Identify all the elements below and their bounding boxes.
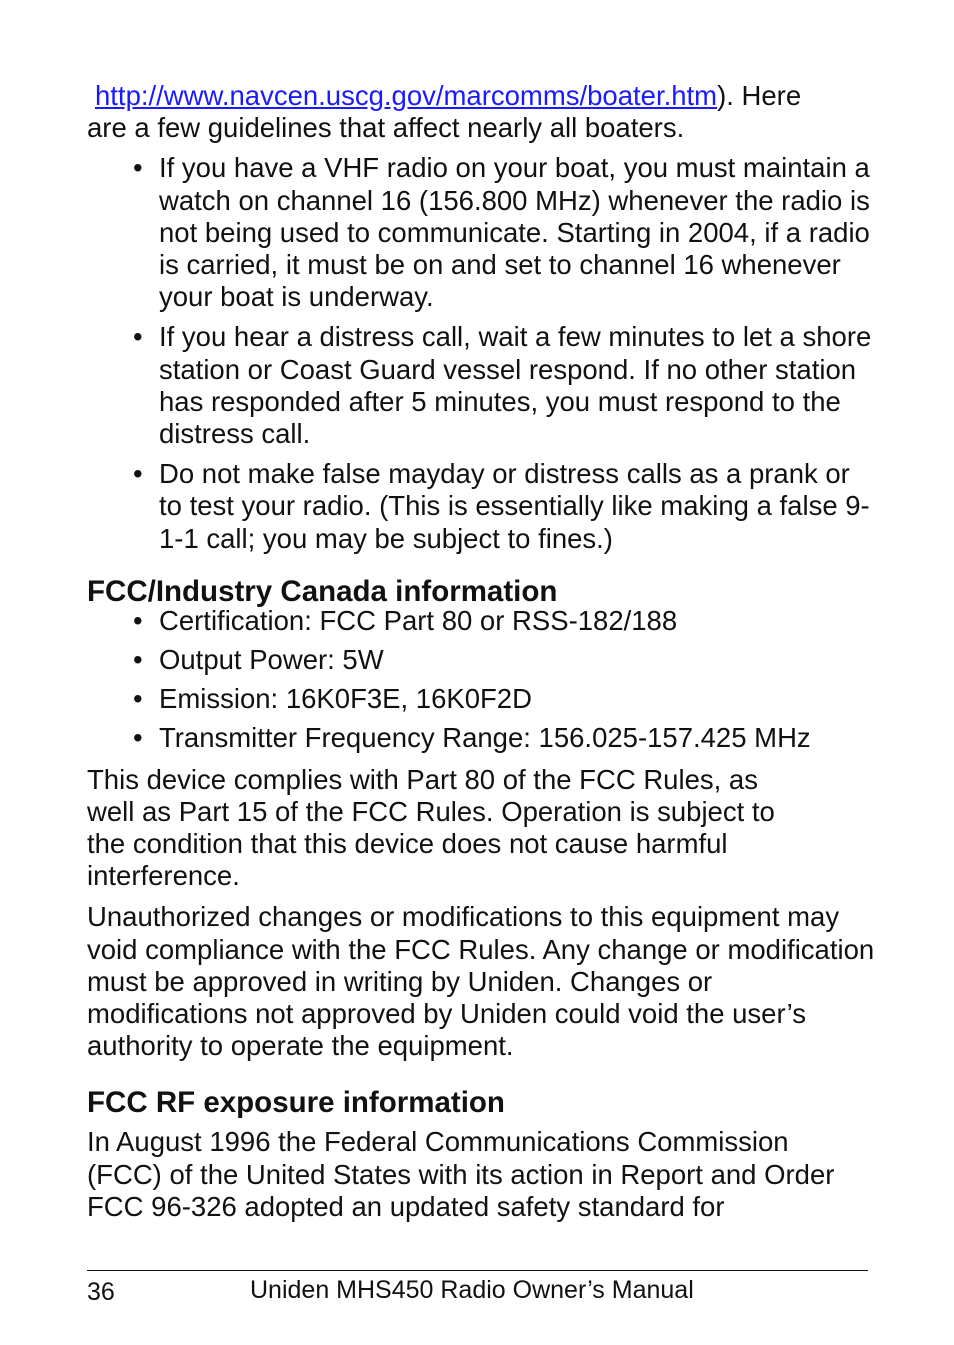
spec-text: Output Power: 5W xyxy=(159,644,384,676)
intro-line-2: are a few guidelines that affect nearly all boaters. xyxy=(87,112,685,144)
spec-text: Emission: 16K0F3E, 16K0F2D xyxy=(159,683,532,715)
list-item xyxy=(87,605,877,637)
bullet-icon: • xyxy=(133,458,143,490)
page-content xyxy=(87,80,877,1223)
guideline-text: Do not make false mayday or distress calls as a prank or to test your radio. (This is essentially like making a false 9-1-1 call; you may be subject to fines.) xyxy=(159,458,870,554)
list-item xyxy=(87,722,877,754)
list-item xyxy=(87,458,877,555)
bullet-icon: • xyxy=(133,644,143,676)
list-item xyxy=(87,644,877,676)
manual-title: Uniden MHS450 Radio Owner’s Manual xyxy=(250,1276,694,1304)
fcc-ic-heading: FCC/Industry Canada information xyxy=(87,574,558,608)
rf-exposure-heading: FCC RF exposure information xyxy=(87,1086,505,1120)
boater-link[interactable]: http://www.navcen.uscg.gov/marcomms/boater.htm xyxy=(95,80,718,111)
bullet-icon: • xyxy=(133,722,143,754)
intro-after-link: ). Here xyxy=(717,80,802,111)
guideline-text: If you hear a distress call, wait a few minutes to let a shore station or Coast Guard vessel respond. If no other station has responded after 5 minutes, you must respond to the distress call. xyxy=(159,321,872,450)
page-number: 36 xyxy=(87,1278,115,1306)
list-item xyxy=(87,683,877,715)
list-item xyxy=(87,152,877,313)
compliance-paragraph: This device complies with Part 80 of the FCC Rules, as well as Part 15 of the FCC Rules. Operation is subject to the condition that this device does not cause harmful interference. xyxy=(87,763,775,892)
guidelines-list xyxy=(87,152,877,554)
guideline-text: If you have a VHF radio on your boat, you must maintain a watch on channel 16 (156.800 MHz) whenever the radio is not being used to communicate. Starting in 2004, if a radio is carried, it must be on and set to channel 16 whenever your boat is underway. xyxy=(159,152,870,313)
intro-paragraph xyxy=(87,80,877,144)
rf-exposure-paragraph: In August 1996 the Federal Communications Commission (FCC) of the United States with its action in Report and Order FCC 96-326 adopted an updated safety standard for xyxy=(87,1126,835,1222)
bullet-icon: • xyxy=(133,321,143,353)
fcc-spec-list xyxy=(87,605,877,755)
bullet-icon: • xyxy=(133,152,143,184)
list-item xyxy=(87,321,877,450)
bullet-icon: • xyxy=(133,683,143,715)
spec-text: Certification: FCC Part 80 or RSS-182/188 xyxy=(159,604,678,636)
spec-text: Transmitter Frequency Range: 156.025-157.425 MHz xyxy=(159,722,811,754)
footer-divider xyxy=(87,1270,868,1271)
bullet-icon: • xyxy=(133,604,143,636)
modification-paragraph: Unauthorized changes or modifications to this equipment may void compliance with the FCC Rules. Any change or modification must be approved in writing by Uniden. Changes or modifications not approved by Uniden could void the user’s authority to operate the equipment. xyxy=(87,901,875,1062)
